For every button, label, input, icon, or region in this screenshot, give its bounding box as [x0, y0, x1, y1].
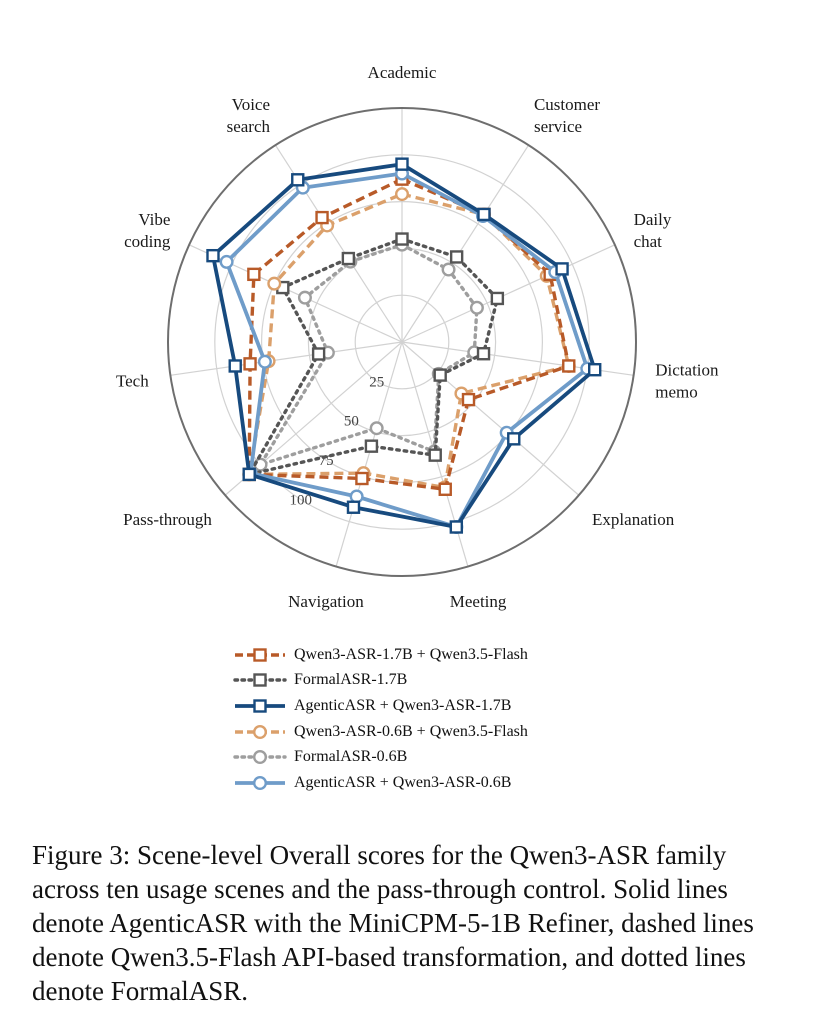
data-point-square: [451, 522, 462, 533]
data-point-square: [430, 450, 441, 461]
legend-swatch: [232, 773, 288, 793]
data-point-square: [397, 159, 408, 170]
axis-label-line: service: [533, 116, 583, 136]
axis-label: [634, 210, 672, 251]
legend-marker: [255, 675, 266, 686]
axis-label-line: Voice: [231, 94, 271, 114]
data-point-square: [343, 253, 354, 264]
axis-label-line: memo: [655, 382, 698, 402]
axis-label-line: Tech: [115, 371, 149, 391]
legend-swatch: [232, 722, 288, 742]
data-point-square: [245, 358, 256, 369]
axis-label-line: Explanation: [592, 509, 675, 529]
axis-label: [655, 360, 719, 401]
axis-label-line: Academic: [367, 63, 437, 82]
data-point-square: [463, 394, 474, 405]
data-point-circle: [351, 491, 363, 503]
data-point-circle: [396, 188, 408, 200]
axis-label-line: Dictation: [655, 360, 719, 380]
legend-item: [232, 668, 652, 694]
data-point-square: [207, 250, 218, 261]
axis-label: [534, 95, 600, 136]
data-point-square: [366, 441, 377, 452]
figure-caption: Figure 3: Scene-level Overall scores for the Qwen3-ASR family across ten usage scenes and the pass-through control. Solid lines denote AgenticASR with the MiniCPM-5-1B Refiner, dashed lines denote Qwen3.5-Flash API-based transformation, and dotted lines denote FormalASR.: [32, 840, 754, 1006]
data-point-square: [397, 234, 408, 245]
data-point-circle: [471, 302, 483, 314]
data-point-square: [230, 360, 241, 371]
legend-label: AgenticASR + Qwen3-ASR-1.7B: [294, 696, 512, 714]
data-point-square: [589, 364, 600, 375]
axis-label: [450, 592, 507, 611]
axis-label: [288, 592, 364, 611]
axis-label-line: coding: [124, 231, 171, 251]
axis-label: [123, 510, 212, 529]
axis-label: [124, 210, 171, 251]
data-point-square: [435, 370, 446, 381]
legend-swatch: [232, 747, 288, 767]
data-point-circle: [299, 292, 311, 304]
r-tick-label: 50: [343, 413, 359, 430]
axis-label: [592, 510, 675, 529]
legend-label: Qwen3-ASR-0.6B + Qwen3.5-Flash: [294, 722, 528, 740]
r-tick-label: 100: [289, 492, 313, 509]
legend: [232, 642, 652, 796]
legend-marker: [255, 649, 266, 660]
r-tick-label: 25: [369, 374, 385, 391]
axis-label-line: chat: [633, 231, 662, 251]
legend-item: [232, 744, 652, 770]
axis-label-line: Daily: [633, 209, 672, 229]
data-point-square: [244, 469, 255, 480]
series-line: [249, 179, 569, 489]
series-line: [261, 245, 477, 465]
axis-label: [227, 95, 271, 136]
legend-swatch: [232, 696, 288, 716]
data-point-square: [348, 502, 359, 513]
legend-marker: [255, 700, 266, 711]
axis-label-line: Customer: [533, 94, 601, 114]
legend-label: AgenticASR + Qwen3-ASR-0.6B: [294, 773, 512, 791]
data-point-square: [478, 348, 489, 359]
data-point-square: [248, 269, 259, 280]
data-point-square: [313, 348, 324, 359]
legend-item: [232, 642, 652, 668]
legend-marker: [254, 751, 266, 763]
grid-spoke: [170, 342, 402, 375]
data-point-circle: [259, 356, 271, 368]
data-point-square: [492, 293, 503, 304]
axis-label-line: Vibe: [138, 209, 171, 229]
axis-label-line: Navigation: [288, 592, 364, 612]
data-point-square: [478, 209, 489, 220]
data-point-square: [440, 484, 451, 495]
data-point-circle: [221, 256, 233, 268]
data-point-circle: [443, 264, 455, 276]
legend-item: [232, 693, 652, 719]
legend-label: Qwen3-ASR-1.7B + Qwen3.5-Flash: [294, 645, 528, 663]
data-point-square: [563, 360, 574, 371]
axis-label-line: Meeting: [449, 592, 507, 612]
data-point-square: [317, 212, 328, 223]
axis-label-line: Pass-through: [123, 509, 212, 529]
data-point-circle: [268, 278, 280, 290]
legend-marker: [254, 777, 266, 789]
legend-swatch: [232, 670, 288, 690]
data-point-square: [451, 251, 462, 262]
legend-swatch: [232, 645, 288, 665]
data-point-square: [508, 433, 519, 444]
legend-marker: [254, 726, 266, 738]
r-tick-label: 75: [318, 453, 334, 470]
data-point-square: [557, 263, 568, 274]
axis-label: [368, 63, 437, 82]
legend-item: [232, 770, 652, 796]
legend-item: [232, 719, 652, 745]
axis-label: [116, 371, 149, 390]
legend-label: FormalASR-0.6B: [294, 748, 408, 766]
data-point-circle: [371, 422, 383, 434]
legend-label: FormalASR-1.7B: [294, 671, 408, 689]
axis-label-line: search: [226, 116, 271, 136]
data-point-square: [356, 473, 367, 484]
data-point-square: [292, 174, 303, 185]
